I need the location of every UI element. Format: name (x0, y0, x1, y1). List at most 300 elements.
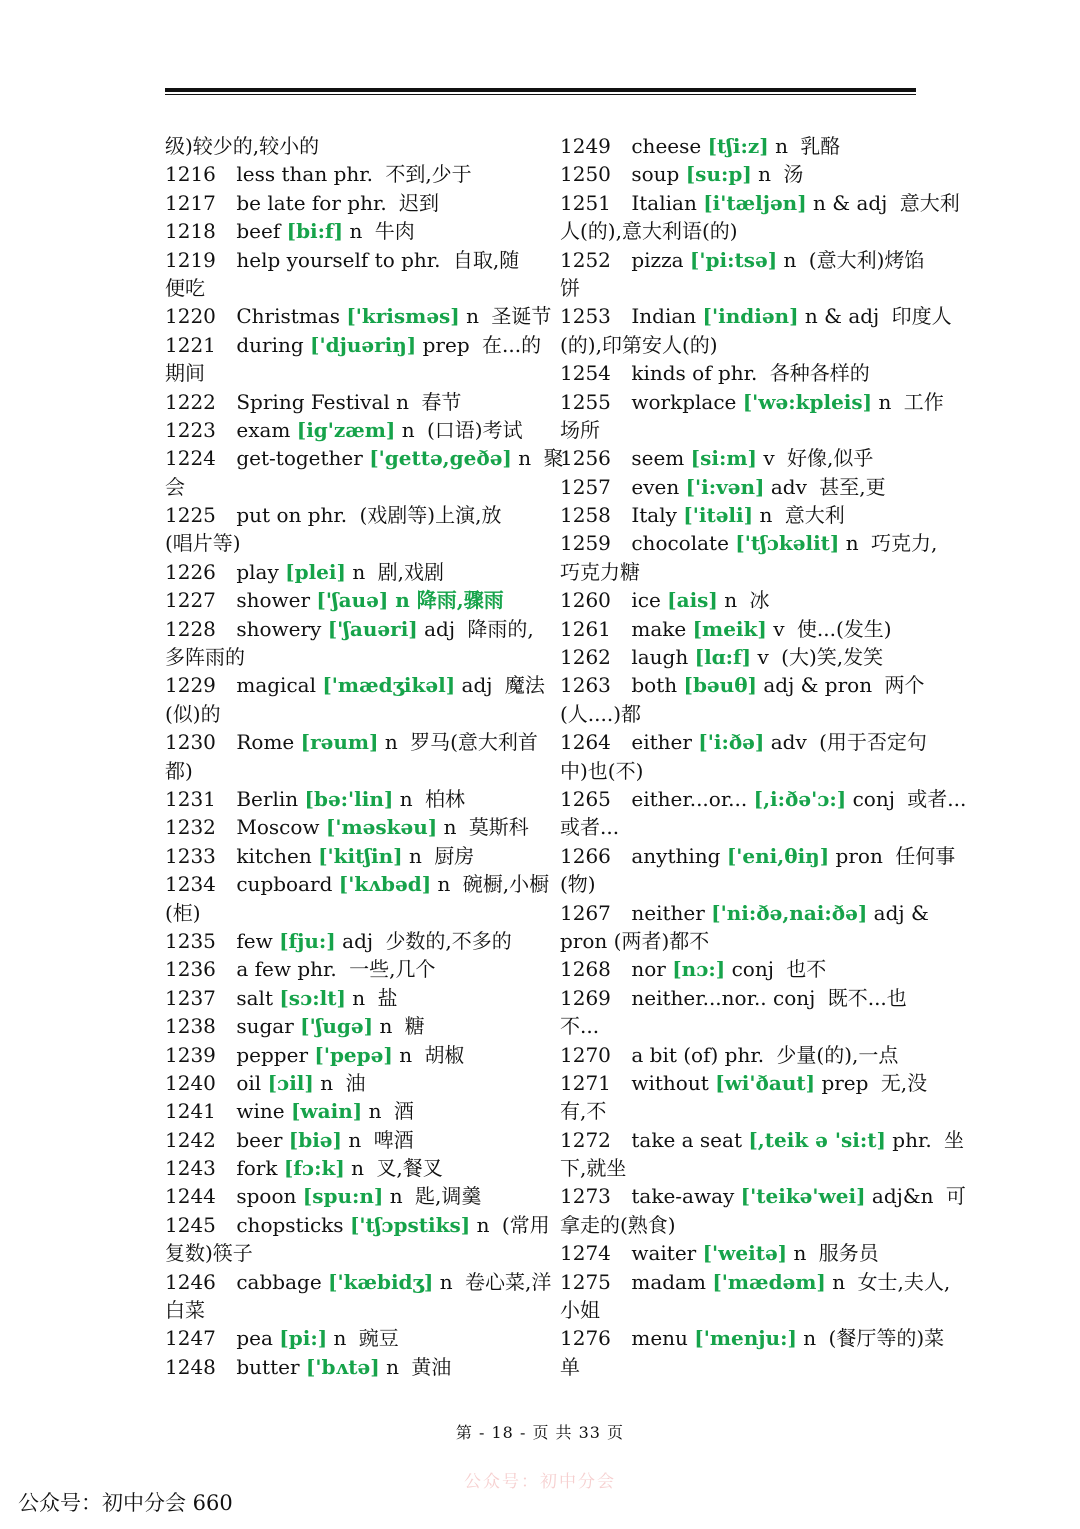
continuation-line: 会 (165, 474, 185, 499)
entry-pos: conj (731, 957, 774, 982)
vocab-entry (165, 1126, 525, 1154)
entry-phonetic: ['djuəriŋ] (310, 332, 417, 357)
vocab-entry (560, 359, 920, 387)
entry-meaning: 卷心菜,洋 (464, 1269, 552, 1294)
entry-word: butter (236, 1354, 300, 1379)
entry-phonetic: [ig'zæm] (296, 417, 396, 442)
entry-word: take a seat (631, 1127, 742, 1152)
entry-meaning: 自取,随 (452, 247, 520, 272)
entry-pos: n (386, 1354, 399, 1379)
entry-word: soup (631, 162, 680, 187)
entry-phonetic: [,i:ðə'ɔ:] (753, 786, 847, 811)
entry-pos: n (408, 843, 422, 868)
entry-word: chopsticks (236, 1212, 344, 1237)
entry-number: 1223 (165, 417, 216, 442)
entry-number: 1245 (165, 1212, 216, 1237)
vocab-entry (165, 1353, 525, 1381)
header-rule-thin (165, 94, 916, 95)
continuation-line: 小姐 (560, 1298, 600, 1323)
vocab-entry (560, 246, 925, 274)
continuation-line: (人....)都 (560, 701, 642, 726)
continuation-line: (似)的 (165, 701, 221, 726)
vocab-entry (560, 132, 920, 160)
entry-meaning: 罗马(意大利首 (410, 730, 538, 755)
entry-pos: adj (461, 673, 493, 698)
entry-word: take-away (631, 1184, 735, 1209)
continuation-line: 单 (560, 1354, 580, 1379)
entry-word: less than (236, 162, 328, 187)
entry-meaning: 不到,少于 (385, 162, 472, 187)
entry-number: 1230 (165, 730, 216, 755)
entry-number: 1260 (560, 588, 611, 613)
entry-number: 1224 (165, 446, 216, 471)
entry-number: 1236 (165, 957, 216, 982)
entry-meaning: 工作 (903, 389, 944, 414)
entry-phonetic: [sɔ:lt] (279, 985, 346, 1010)
entry-meaning: 也不 (786, 957, 827, 982)
entry-meaning: 春节 (421, 389, 462, 414)
entry-phonetic: ['weitə] (702, 1241, 788, 1266)
entry-word: Berlin (236, 786, 299, 811)
vocab-entry (165, 955, 525, 983)
entry-number: 1226 (165, 559, 216, 584)
continuation-line: 不... (560, 1014, 600, 1039)
entry-meaning: 意大利 (899, 190, 960, 215)
entry-word: both (631, 673, 678, 698)
entry-number: 1276 (560, 1326, 611, 1351)
entry-number: 1235 (165, 928, 216, 953)
continuation-line: (唱片等) (165, 531, 241, 556)
entry-meaning: 厨房 (434, 843, 475, 868)
vocab-entry (560, 1324, 945, 1352)
entry-number: 1240 (165, 1070, 216, 1095)
entry-pos: n (439, 1269, 453, 1294)
entry-meaning: 好像,似乎 (786, 446, 874, 471)
entry-pos: adv (770, 730, 807, 755)
entry-number: 1227 (165, 588, 216, 613)
entry-word: magical (236, 673, 316, 698)
continuation-line: 级)较少的,较小的 (165, 134, 320, 158)
entry-pos: n (845, 531, 859, 556)
entry-pos: n (476, 1212, 490, 1237)
entry-pos: phr. (892, 1127, 932, 1152)
entry-phonetic: ['ni:ðə,nai:ðə] (711, 900, 868, 925)
entry-meaning: 降雨的, (467, 616, 534, 641)
entry-pos: conj (773, 985, 816, 1010)
entry-phonetic: [biə] (288, 1127, 342, 1152)
vocab-entry (560, 1126, 965, 1154)
vocab-entry (560, 473, 920, 501)
entry-pos: phr. (724, 1042, 765, 1067)
entry-number: 1221 (165, 332, 216, 357)
entry-word: seem (631, 446, 685, 471)
entry-number: 1258 (560, 503, 611, 528)
entry-number: 1222 (165, 389, 216, 414)
vocab-entry (165, 1012, 525, 1040)
entry-number: 1247 (165, 1326, 216, 1351)
header-rule-thick (165, 88, 916, 92)
vocab-entry (165, 444, 564, 472)
entry-phonetic: [pi:] (279, 1326, 328, 1351)
vocab-entry (165, 586, 525, 614)
entry-pos: n (399, 1042, 413, 1067)
vocab-entry (165, 558, 525, 586)
entry-number: 1259 (560, 531, 611, 556)
entry-pos: n (399, 786, 413, 811)
vocab-entry (165, 728, 538, 756)
entry-pos: adv (770, 474, 807, 499)
vocab-entry (165, 1097, 525, 1125)
entry-meaning: 意大利 (784, 503, 845, 528)
continuation-line: 有,不 (560, 1099, 607, 1124)
entry-phonetic: [,teik ə 'si:t] (748, 1127, 886, 1152)
vocab-entry (165, 813, 529, 841)
continuation-line: pron (两者)都不 (560, 928, 710, 953)
entry-pos: n (758, 162, 772, 187)
entry-meaning: 乳酪 (800, 134, 841, 158)
entry-pos: v (763, 446, 775, 471)
entry-word: beef (236, 219, 281, 244)
vocab-entry (560, 160, 920, 188)
continuation-line: 便吃 (165, 275, 205, 300)
entry-number: 1262 (560, 645, 611, 670)
entry-number: 1272 (560, 1127, 611, 1152)
entry-meaning: (餐厅等的)菜 (828, 1326, 945, 1351)
vocab-entry (165, 331, 542, 359)
continuation-line: 复数)筷子 (165, 1241, 253, 1266)
entry-word: laugh (631, 645, 689, 670)
entry-phonetic: [si:m] (690, 446, 757, 471)
entry-number: 1255 (560, 389, 611, 414)
vocab-entry (165, 927, 525, 955)
entry-meaning: 服务员 (818, 1241, 879, 1266)
entry-word: play (236, 559, 279, 584)
entry-meaning: 两个 (884, 673, 925, 698)
entry-meaning: (用于否定句 (819, 730, 927, 755)
entry-meaning: 在...的 (482, 332, 542, 357)
vocab-entry (165, 302, 552, 330)
entry-word: without (631, 1070, 709, 1095)
entry-number: 1232 (165, 815, 216, 840)
entry-number: 1273 (560, 1184, 611, 1209)
entry-phonetic: [tʃi:z] (707, 134, 769, 158)
entry-number: 1228 (165, 616, 216, 641)
vocab-entry (560, 643, 920, 671)
entry-word: sugar (236, 1014, 294, 1039)
entry-word: cabbage (236, 1269, 322, 1294)
entry-pos: n (832, 1269, 846, 1294)
continuation-line: 巧克力糖 (560, 559, 640, 584)
vocab-entry (165, 217, 525, 245)
entry-number: 1269 (560, 985, 611, 1010)
entry-phonetic: ['wə:kpleis] (742, 389, 873, 414)
entry-number: 1270 (560, 1042, 611, 1067)
vocab-entry (560, 1268, 951, 1296)
entry-number: 1238 (165, 1014, 216, 1039)
vocab-entry (560, 388, 944, 416)
entry-meaning: 黄油 (411, 1354, 452, 1379)
vocab-entry (560, 955, 920, 983)
continuation-line: (柜) (165, 900, 201, 925)
continuation-line: 或者... (560, 815, 620, 840)
entry-pos: prep (422, 332, 470, 357)
entry-number: 1257 (560, 474, 611, 499)
entry-word: put on (236, 503, 302, 528)
entry-number: 1216 (165, 162, 216, 187)
continuation-line: 白菜 (165, 1298, 205, 1323)
entry-phonetic: ['itəli] (683, 503, 754, 528)
entry-meaning: 匙,调羹 (415, 1184, 482, 1209)
entry-pos: n (368, 1099, 382, 1124)
entry-meaning: (口语)考试 (427, 417, 523, 442)
entry-word: waiter (631, 1241, 697, 1266)
vocab-entry (165, 1041, 525, 1069)
entry-phonetic: [lɑ:f] (694, 645, 752, 670)
entry-number: 1229 (165, 673, 216, 698)
entry-phonetic: ['tʃɔkəlit] (735, 531, 840, 556)
entry-number: 1219 (165, 247, 216, 272)
entry-phonetic: ['pi:tsə] (689, 247, 778, 272)
vocab-entry (165, 388, 525, 416)
continuation-line: 多阵雨的 (165, 645, 245, 670)
entry-meaning: 叉,餐叉 (376, 1156, 443, 1181)
entry-meaning: 或者... (907, 786, 967, 811)
entry-pos: n (878, 389, 892, 414)
vocab-entry (560, 785, 967, 813)
entry-number: 1243 (165, 1156, 216, 1181)
entry-word: menu (631, 1326, 688, 1351)
entry-pos: prep (821, 1070, 869, 1095)
vocab-entry (165, 189, 525, 217)
page-number: 第 - 18 - 页 共 33 页 (455, 1423, 625, 1442)
vocab-entry (165, 501, 525, 529)
entry-word: kitchen (236, 843, 312, 868)
entry-pos: n (320, 1070, 334, 1095)
entry-phonetic: ['ʃugə] (300, 1014, 374, 1039)
entry-phonetic: [su:p] (685, 162, 752, 187)
entry-word: Italian (631, 190, 697, 215)
entry-pos: n (518, 446, 532, 471)
entry-pos: v (757, 645, 769, 670)
entry-pos: n & adj (804, 304, 880, 329)
entry-word: Spring Festival (236, 389, 390, 414)
entry-meaning: 各种各样的 (769, 361, 870, 386)
entry-word: chocolate (631, 531, 729, 556)
entry-phonetic: [rəum] (300, 730, 379, 755)
entry-number: 1274 (560, 1241, 611, 1266)
entry-meaning: 印度人 (891, 304, 952, 329)
entry-number: 1241 (165, 1099, 216, 1124)
vocab-entry (560, 1069, 928, 1097)
entry-meaning: 使...(发生) (796, 616, 892, 641)
entry-number: 1265 (560, 786, 611, 811)
entry-meaning: 豌豆 (358, 1326, 399, 1351)
vocab-entry (560, 1041, 920, 1069)
entry-word: exam (236, 417, 291, 442)
entry-word: Moscow (236, 815, 320, 840)
entry-number: 1249 (560, 134, 611, 158)
entry-pos: phr. (297, 957, 337, 982)
entry-meaning: 柏林 (425, 786, 465, 811)
entry-meaning: (戏剧等)上演,放 (359, 503, 502, 528)
entry-meaning: 无,没 (880, 1070, 928, 1095)
vocab-entry (560, 728, 927, 756)
vocab-entry (165, 1268, 552, 1296)
entry-phonetic: ['tʃɔpstiks] (349, 1212, 471, 1237)
entry-pos: n (783, 247, 797, 272)
entry-word: even (631, 474, 680, 499)
continuation-line: 都) (165, 758, 193, 783)
entry-phonetic: ['məskəu] (325, 815, 438, 840)
continuation-line: 期间 (165, 361, 205, 386)
entry-phonetic: [fju:] (279, 928, 336, 953)
entry-phonetic: ['gettə,geðə] (369, 446, 512, 471)
entry-pos: n (803, 1326, 817, 1351)
entry-number: 1268 (560, 957, 611, 982)
vocab-entry (165, 246, 525, 274)
entry-pos: phr. (347, 190, 387, 215)
entry-pos: n (401, 417, 415, 442)
continuation-line: 中)也(不) (560, 758, 644, 783)
continuation-line: (物) (560, 872, 596, 897)
entry-pos: n (759, 503, 773, 528)
vocab-entry (165, 160, 525, 188)
vocab-entry (560, 1239, 920, 1267)
entry-number: 1253 (560, 304, 611, 329)
entry-meaning: 甚至,更 (819, 474, 886, 499)
entry-word: fork (236, 1156, 278, 1181)
entry-phonetic: [fɔ:k] (283, 1156, 345, 1181)
entry-meaning: 圣诞节 (491, 304, 552, 329)
entry-word: either (631, 730, 692, 755)
entry-pos: n (775, 134, 788, 158)
entry-word: ice (631, 588, 661, 613)
entry-pos: n (466, 304, 480, 329)
entry-meaning: 一些,几个 (349, 957, 436, 982)
entry-word: a bit (of) (631, 1042, 719, 1067)
entry-word: workplace (631, 389, 737, 414)
continuation-line: (的),印第安人(的) (560, 332, 718, 357)
entry-number: 1246 (165, 1269, 216, 1294)
entry-meaning: 任何事 (895, 843, 956, 868)
entry-pos: n (443, 815, 457, 840)
entry-pos: n (384, 730, 398, 755)
entry-number: 1271 (560, 1070, 611, 1095)
entry-phonetic: ['ʃauə] n 降雨,骤雨 (316, 588, 504, 613)
entry-number: 1251 (560, 190, 611, 215)
entry-phonetic: ['kʌbəd] (338, 872, 432, 897)
entry-phonetic: [wi'ðaut] (715, 1070, 816, 1095)
entry-phonetic: ['mædəm] (712, 1269, 826, 1294)
entry-word: nor (631, 957, 666, 982)
continuation-line: 场所 (560, 417, 600, 442)
entry-pos: n (389, 1184, 403, 1209)
entry-pos: adj & pron (763, 673, 873, 698)
vocab-entry (560, 586, 920, 614)
entry-phonetic: [plei] (285, 559, 346, 584)
entry-number: 1242 (165, 1127, 216, 1152)
entry-number: 1233 (165, 843, 216, 868)
vocab-entry (165, 1211, 550, 1239)
entry-meaning: 油 (345, 1070, 366, 1095)
vocab-entry (165, 1182, 525, 1210)
entry-word: neither...nor.. (631, 985, 767, 1010)
entry-word: showery (236, 616, 322, 641)
entry-pos: n (437, 872, 451, 897)
entry-pos: pron (835, 843, 883, 868)
entry-phonetic: ['indiən] (702, 304, 799, 329)
entry-word: few (236, 928, 273, 953)
entry-meaning: 汤 (783, 162, 804, 187)
vocab-column-left (165, 132, 564, 1381)
entry-word: Christmas (236, 304, 340, 329)
entry-pos: adj (342, 928, 374, 953)
entry-meaning: 聚 (543, 446, 564, 471)
entry-meaning: 女士,夫人, (857, 1269, 951, 1294)
entry-word: make (631, 616, 687, 641)
entry-meaning: 可 (945, 1184, 966, 1209)
entry-phonetic: [spu:n] (302, 1184, 384, 1209)
entry-meaning: 冰 (749, 588, 770, 613)
entry-meaning: 既不...也 (827, 985, 907, 1010)
entry-number: 1225 (165, 503, 216, 528)
vocab-entry (165, 615, 534, 643)
entry-number: 1256 (560, 446, 611, 471)
entry-phonetic: [i'tæljən] (703, 190, 807, 215)
entry-phonetic: [meik] (692, 616, 767, 641)
entry-pos: n (352, 985, 366, 1010)
entry-number: 1252 (560, 247, 611, 272)
entry-pos: n (724, 588, 738, 613)
entry-meaning: 莫斯科 (468, 815, 529, 840)
entry-meaning: 少量(的),一点 (776, 1042, 899, 1067)
entry-number: 1244 (165, 1184, 216, 1209)
entry-pos: adj (424, 616, 456, 641)
entry-word: pea (236, 1326, 273, 1351)
entry-pos: n (379, 1014, 393, 1039)
entry-phonetic: [ais] (667, 588, 718, 613)
entry-pos: n (793, 1241, 807, 1266)
entry-word: kinds of (631, 361, 712, 386)
entry-word: cheese (631, 134, 702, 158)
entry-phonetic: ['menju:] (694, 1326, 797, 1351)
entry-word: anything (631, 843, 721, 868)
entry-word: neither (631, 900, 705, 925)
entry-word: beer (236, 1127, 283, 1152)
entry-word: spoon (236, 1184, 297, 1209)
entry-word: wine (236, 1099, 285, 1124)
entry-number: 1231 (165, 786, 216, 811)
entry-number: 1261 (560, 616, 611, 641)
vocab-entry (165, 416, 525, 444)
entry-meaning: 巧克力, (871, 531, 938, 556)
entry-pos: n (333, 1326, 347, 1351)
entry-pos: n (351, 1156, 365, 1181)
entry-meaning: 坐 (944, 1127, 965, 1152)
vocab-column-right (560, 132, 967, 1381)
entry-meaning: (常用 (501, 1212, 550, 1237)
entry-phonetic: [wain] (290, 1099, 363, 1124)
entry-word: pepper (236, 1042, 308, 1067)
entry-number: 1217 (165, 190, 216, 215)
entry-meaning: (大)笑,发笑 (781, 645, 884, 670)
entry-phonetic: ['i:vən] (685, 474, 765, 499)
continuation-line: 下,就坐 (560, 1156, 627, 1181)
entry-number: 1263 (560, 673, 611, 698)
entry-word: help yourself to (236, 247, 395, 272)
vocab-entry (560, 1182, 966, 1210)
vocab-entry (560, 899, 929, 927)
